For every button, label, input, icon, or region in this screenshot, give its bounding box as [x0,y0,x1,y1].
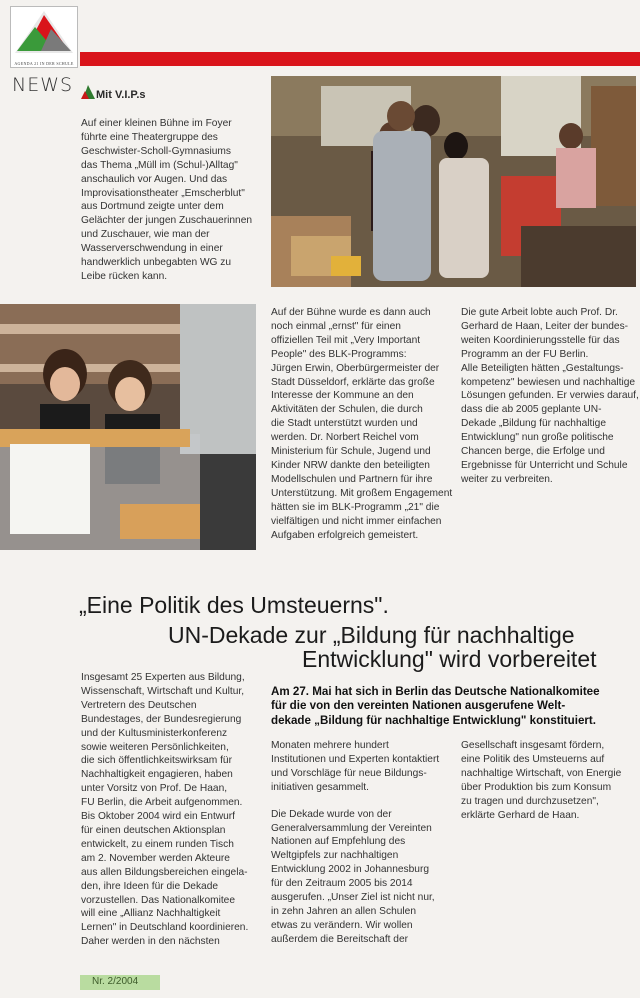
text-line: Wissenschaft, Wirtschaft und Kultur, [81,685,245,697]
text-line: Weltgipfels zur nachhaltigen [271,850,399,862]
text-line: Die gute Arbeit lobte auch Prof. Dr. [461,307,618,318]
article-headline-line1: „Eine Politik des Umsteuerns". [79,592,389,618]
text-line: Nachhaltigkeit engagieren, haben [81,769,233,781]
text-line: will eine „Allianz Nachhaltigkeit [81,908,221,920]
text-line: Programm an der FU Berlin. [461,348,589,360]
text-line: Entwicklung 2002 in Johannesburg [271,864,430,876]
text-line: noch einmal „ernst" für einen [271,320,401,332]
text-line: Bis Oktober 2004 wird ein Entwurf [81,811,236,823]
text-line: handwerklich unbegabten WG zu [81,257,232,269]
text-line: das Thema „Müll im (Schul-)Alltag" [81,159,238,171]
text-line: die Stadt unterstützt wurden und [271,418,418,430]
issue-number: Nr. 2/2004 [80,975,160,990]
text-line: führte eine Theatergruppe des [81,131,218,143]
text-line: Bundestages, der Bundesregierung [81,713,242,725]
text-line: Gelächter der jungen Zuschauerinnen [81,215,253,227]
text-line: Dekade „Bildung für nachhaltige [461,418,606,430]
text-line: über Produktion bis zum Konsum [461,781,612,793]
article-lead [271,685,636,728]
text-line: Aufgaben erfolgreich gemeistert. [271,529,419,541]
text-line: nachhaltige Wirtschaft, von Energie [461,767,622,779]
header-red-bar [80,52,640,66]
text-line: Modellschulen und Partnern für ihre [271,473,433,485]
text-line: am 2. November werden Akteure [81,852,230,864]
logo-triangle-icon [11,7,77,59]
text-line: Nationen auf Empfehlung des [271,836,406,848]
text-line: Jürgen Erwin, Oberbürgermeister der [271,362,440,374]
text-line: Entwicklung" nun große politische [461,432,614,444]
event-photo [271,76,636,287]
text-line: Insgesamt 25 Experten aus Bildung, [81,672,245,683]
lead-line: für die von den vereinten Nationen ausgerufene Welt- [271,699,566,713]
text-line: Daher werden in den nächsten [81,936,220,948]
text-line: Ergebnisse für Unterricht und Schule [461,459,628,471]
text-line: Leibe rücken kann. [81,270,168,282]
text-line: Gesellschaft insgesamt fördern, [461,740,605,751]
article-column-2 [271,739,456,947]
text-line: Geschwister-Scholl-Gymnasiums [81,145,232,157]
text-line: dass die ab 2005 geplante UN- [461,404,602,416]
lead-line: dekade „Bildung für nachhaltige Entwicklung" konstituiert. [271,713,596,727]
text-line: für den Zeitraum 2005 bis 2014 [271,878,413,890]
text-line: Lernen" in Deutschland koordinieren. [81,922,249,934]
subsection-title: Mit V.I.P.s [96,89,146,101]
text-line: FU Berlin, die Arbeit aufgenommen. [81,797,243,809]
text-line: offiziellen Teil mit „Very Important [271,334,421,346]
text-line: Alle Beteiligten hätten „Gestaltungs- [461,362,624,374]
text-line: Vertretern des Deutschen [81,699,197,711]
text-line: aus Dortmund zeigte unter dem [81,201,224,213]
text-line: Gerhard de Haan, Leiter der bundes- [461,320,629,332]
text-line: Lösungen gefunden. Er verwies darauf, [461,390,639,402]
article-column-1 [81,671,261,949]
text-line: weiten Koordinierungsstelle für das [461,334,620,346]
text-line: kompetenz" bewiesen und nachhaltige [461,376,636,388]
text-line: zu tragen und durchzusetzen", [461,795,599,807]
text-line: vorzustellen. Das Nationalkomitee [81,894,236,906]
text-line: und Zuschauer, wie man der [81,229,210,241]
text-line: für einen deutschen Aktionsplan [81,824,226,836]
text-line: die sich öffentlichkeitswirksam für [81,755,232,767]
text-line: werden. Dr. Norbert Reichel vom [271,432,419,444]
top-column-3 [461,306,639,487]
text-line: Auf einer kleinen Bühne im Foyer [81,118,232,129]
text-line: Wasserverschwendung in einer [81,243,223,255]
text-line: Aktivitäten der Schulen, die durch [271,404,423,416]
text-line: Chancen berge, die Erfolge und [461,446,605,458]
section-title: NEWS [12,74,74,96]
text-line: anschaulich vor Augen. Und das [81,173,228,185]
top-column-2 [271,306,456,542]
section-triangle-icon [81,83,95,99]
text-line: Ministerium für Schule, Jugend und [271,446,431,458]
text-line: Institutionen und Experten kontaktiert [271,753,440,765]
text-line: den, ihre Ideen für die Dekade [81,880,219,892]
lead-line: Am 27. Mai hat sich in Berlin das Deutsche Nationalkomitee [271,685,600,698]
text-line: Unterstützung. Mit großem Engagement [271,487,453,499]
text-line: und Vorschläge für neue Bildungs- [271,767,427,779]
text-line: weiter zu verbreiten. [461,473,553,485]
text-line: Interesse der Kommune an den [271,390,414,402]
text-line: und der Kultusministerkonferenz [81,727,228,739]
text-line: erklärte Gerhard de Haan. [461,809,580,821]
text-line: ausgerufen. „Unser Ziel ist nicht nur, [271,892,435,904]
top-column-1 [81,117,261,284]
text-line: vielfältigen und nicht immer einfachen [271,515,442,527]
text-line: initiativen gesammelt. [271,781,369,793]
text-line: Stadt Düsseldorf, erklärte das große [271,376,435,388]
article-column-3 [461,739,639,822]
text-line: Die Dekade wurde von der [271,808,392,820]
buffet-photo [0,304,256,550]
text-line: Auf der Bühne wurde es dann auch [271,307,431,318]
text-line: Monaten mehrere hundert [271,740,389,751]
text-line: sowie weiteren Persönlichkeiten, [81,741,229,753]
text-line: eine Politik des Umsteuerns auf [461,753,605,765]
text-line: etwas zu verändern. Wir wollen [271,919,413,931]
text-line: People" des BLK-Programms: [271,348,407,360]
article-headline-line2: UN-Dekade zur „Bildung für nachhaltige [168,622,575,648]
text-line: unter Vorsitz von Prof. De Haan, [81,783,228,795]
text-line: in zehn Jahren an allen Schulen [271,905,416,917]
article-headline-line3: Entwicklung" wird vorbereitet [302,646,597,672]
text-line: Kinder NRW dankte den beteiligten [271,459,430,471]
text-line: hätten sie im BLK-Programm „21" die [271,501,440,513]
text-line: Generalversammlung der Vereinten [271,822,432,834]
text-line: aus allen Bildungsbereichen eingela- [81,866,248,878]
agenda21-logo [10,6,78,68]
text-line: entwickelt, zu einem runden Tisch [81,838,234,850]
logo-caption: AGENDA 21 IN DER SCHULE [14,61,74,66]
paragraph-gap [271,795,456,808]
text-line: Improvisationstheater „Emscherblut" [81,187,245,199]
text-line: außerdem die Bereitschaft der [271,933,409,945]
